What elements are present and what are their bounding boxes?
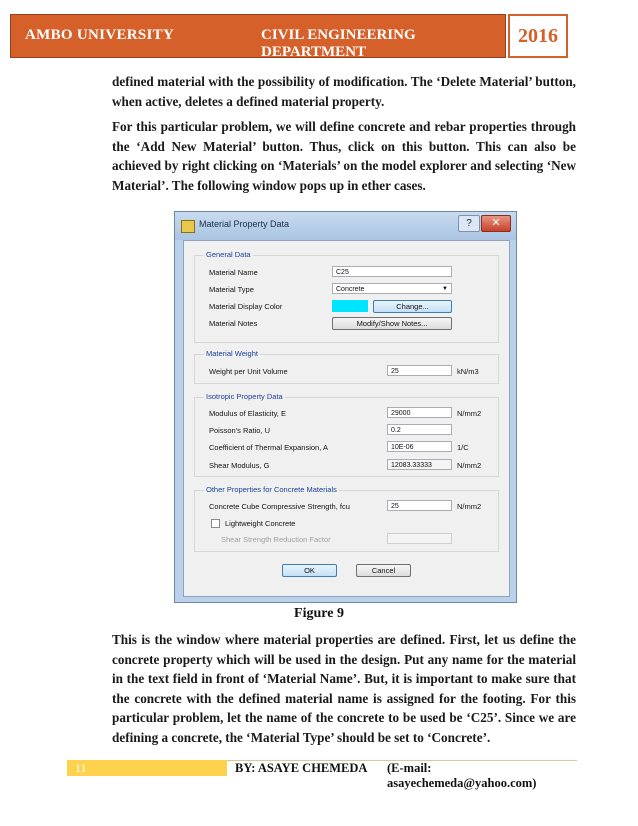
text-run: ’ button. Thus, click on this button. This can also be achieved by right clicking on ‘ <box>112 138 576 173</box>
unit-weight-input[interactable]: 25 <box>387 365 452 376</box>
shear-modulus-unit: N/mm2 <box>457 461 482 470</box>
page-footer <box>67 760 577 790</box>
concrete-properties-group <box>194 485 499 552</box>
text-run: ’ on the model explorer and selecting ‘ <box>336 158 552 173</box>
chevron-down-icon: ▼ <box>442 286 448 292</box>
text-run: ’. <box>482 729 491 745</box>
app-icon <box>181 220 195 233</box>
term-concrete: Concrete <box>431 729 483 745</box>
term-materials: Materials <box>282 158 337 173</box>
material-notes-label: Material Notes <box>209 319 258 328</box>
cancel-button[interactable]: Cancel <box>356 564 411 577</box>
modify-notes-button[interactable]: Modify/Show Notes... <box>332 317 452 330</box>
fcu-unit: N/mm2 <box>457 502 482 511</box>
poisson-input[interactable]: 0.2 <box>387 424 452 435</box>
text-run: ’. The following window pops up in ether cases. <box>161 177 426 193</box>
page-header <box>10 14 628 58</box>
text-run: This is the window where material properties are defined. First, let us define the concrete property which will be used in the design. Put any name for the material in the text field in front of ‘ <box>112 632 576 686</box>
shear-modulus-value: 12083.33333 <box>387 459 452 470</box>
lightweight-label: Lightweight Concrete <box>225 519 296 528</box>
elasticity-label: Modulus of Elasticity, E <box>209 409 286 418</box>
material-type-select[interactable] <box>332 283 452 294</box>
fcu-label: Concrete Cube Compressive Strength, fcu <box>209 502 350 511</box>
material-type-value: Concrete <box>336 286 365 293</box>
paragraph-2 <box>112 117 576 195</box>
term-new-material: New Material <box>112 158 577 193</box>
text-run: ’. But, it is important to make sure that the concrete with the defined material name is assigned for the footing. For this particular problem, let the name of the concrete to be used be ‘ <box>112 671 576 725</box>
thermal-label: Coefficient of Thermal Expansion, A <box>209 443 328 452</box>
footer-email: (E-mail: asayechemeda@yahoo.com) <box>387 761 537 790</box>
term-delete-material: Delete Material <box>440 74 529 89</box>
header-banner <box>10 14 506 58</box>
close-icon[interactable]: ✕ <box>481 215 511 232</box>
footer-author: BY: ASAYE CHEMEDA <box>235 761 368 775</box>
help-button[interactable]: ? <box>458 215 480 232</box>
fcu-input[interactable]: 25 <box>387 500 452 511</box>
text-run: defined material with the possibility of modification. The ‘ <box>112 74 441 89</box>
material-property-dialog <box>174 211 517 603</box>
text-run: ’. Since we are defining a concrete, the ‘ <box>112 710 576 745</box>
thermal-input[interactable]: 10E-06 <box>387 441 452 452</box>
term-c25: C25 <box>470 710 494 725</box>
term-material-name: Material Name <box>267 671 353 686</box>
change-color-button[interactable]: Change... <box>373 300 452 313</box>
unit-weight-unit: kN/m3 <box>457 367 479 376</box>
material-name-input[interactable]: C25 <box>332 266 452 277</box>
shear-reduction-label: Shear Strength Reduction Factor <box>221 535 331 544</box>
concrete-heading: Other Properties for Concrete Materials <box>206 485 337 494</box>
shear-modulus-label: Shear Modulus, G <box>209 461 270 470</box>
lightweight-checkbox[interactable] <box>211 519 220 528</box>
elasticity-unit: N/mm2 <box>457 409 482 418</box>
dialog-body <box>183 240 510 597</box>
paragraph-1 <box>112 72 576 111</box>
header-year: 2016 <box>508 14 568 58</box>
term-material-type: Material Type <box>250 729 331 745</box>
isotropic-property-group <box>194 392 499 477</box>
dialog-title: Material Property Data <box>199 219 290 229</box>
ok-button[interactable]: OK <box>282 564 337 577</box>
dialog-titlebar <box>175 212 516 240</box>
term-add-new-material: Add New Material <box>140 138 253 154</box>
text-run: ’ button, when active, deletes a defined material property. <box>112 74 576 109</box>
text-run: ’ should be set to ‘ <box>330 729 432 745</box>
display-color-label: Material Display Color <box>209 302 283 311</box>
elasticity-input[interactable]: 29000 <box>387 407 452 418</box>
material-weight-group <box>194 349 499 384</box>
isotropic-heading: Isotropic Property Data <box>206 392 283 401</box>
department-name: CIVIL ENGINEERING DEPARTMENT <box>261 27 416 60</box>
text-run: For this particular problem, we will define concrete and rebar properties through the ‘ <box>112 119 576 154</box>
university-name: AMBO UNIVERSITY <box>25 27 175 43</box>
page-number: 11 <box>67 760 227 776</box>
paragraph-3 <box>112 630 576 747</box>
shear-reduction-input <box>387 533 452 544</box>
material-weight-heading: Material Weight <box>206 349 258 358</box>
general-data-heading: General Data <box>206 250 251 259</box>
unit-weight-label: Weight per Unit Volume <box>209 367 288 376</box>
general-data-group <box>194 250 499 343</box>
color-swatch[interactable] <box>332 300 368 312</box>
poisson-label: Poisson's Ratio, U <box>209 426 271 435</box>
thermal-unit: 1/C <box>457 443 469 452</box>
figure-caption: Figure 9 <box>294 606 344 621</box>
material-name-label: Material Name <box>209 268 258 277</box>
material-type-label: Material Type <box>209 285 254 294</box>
